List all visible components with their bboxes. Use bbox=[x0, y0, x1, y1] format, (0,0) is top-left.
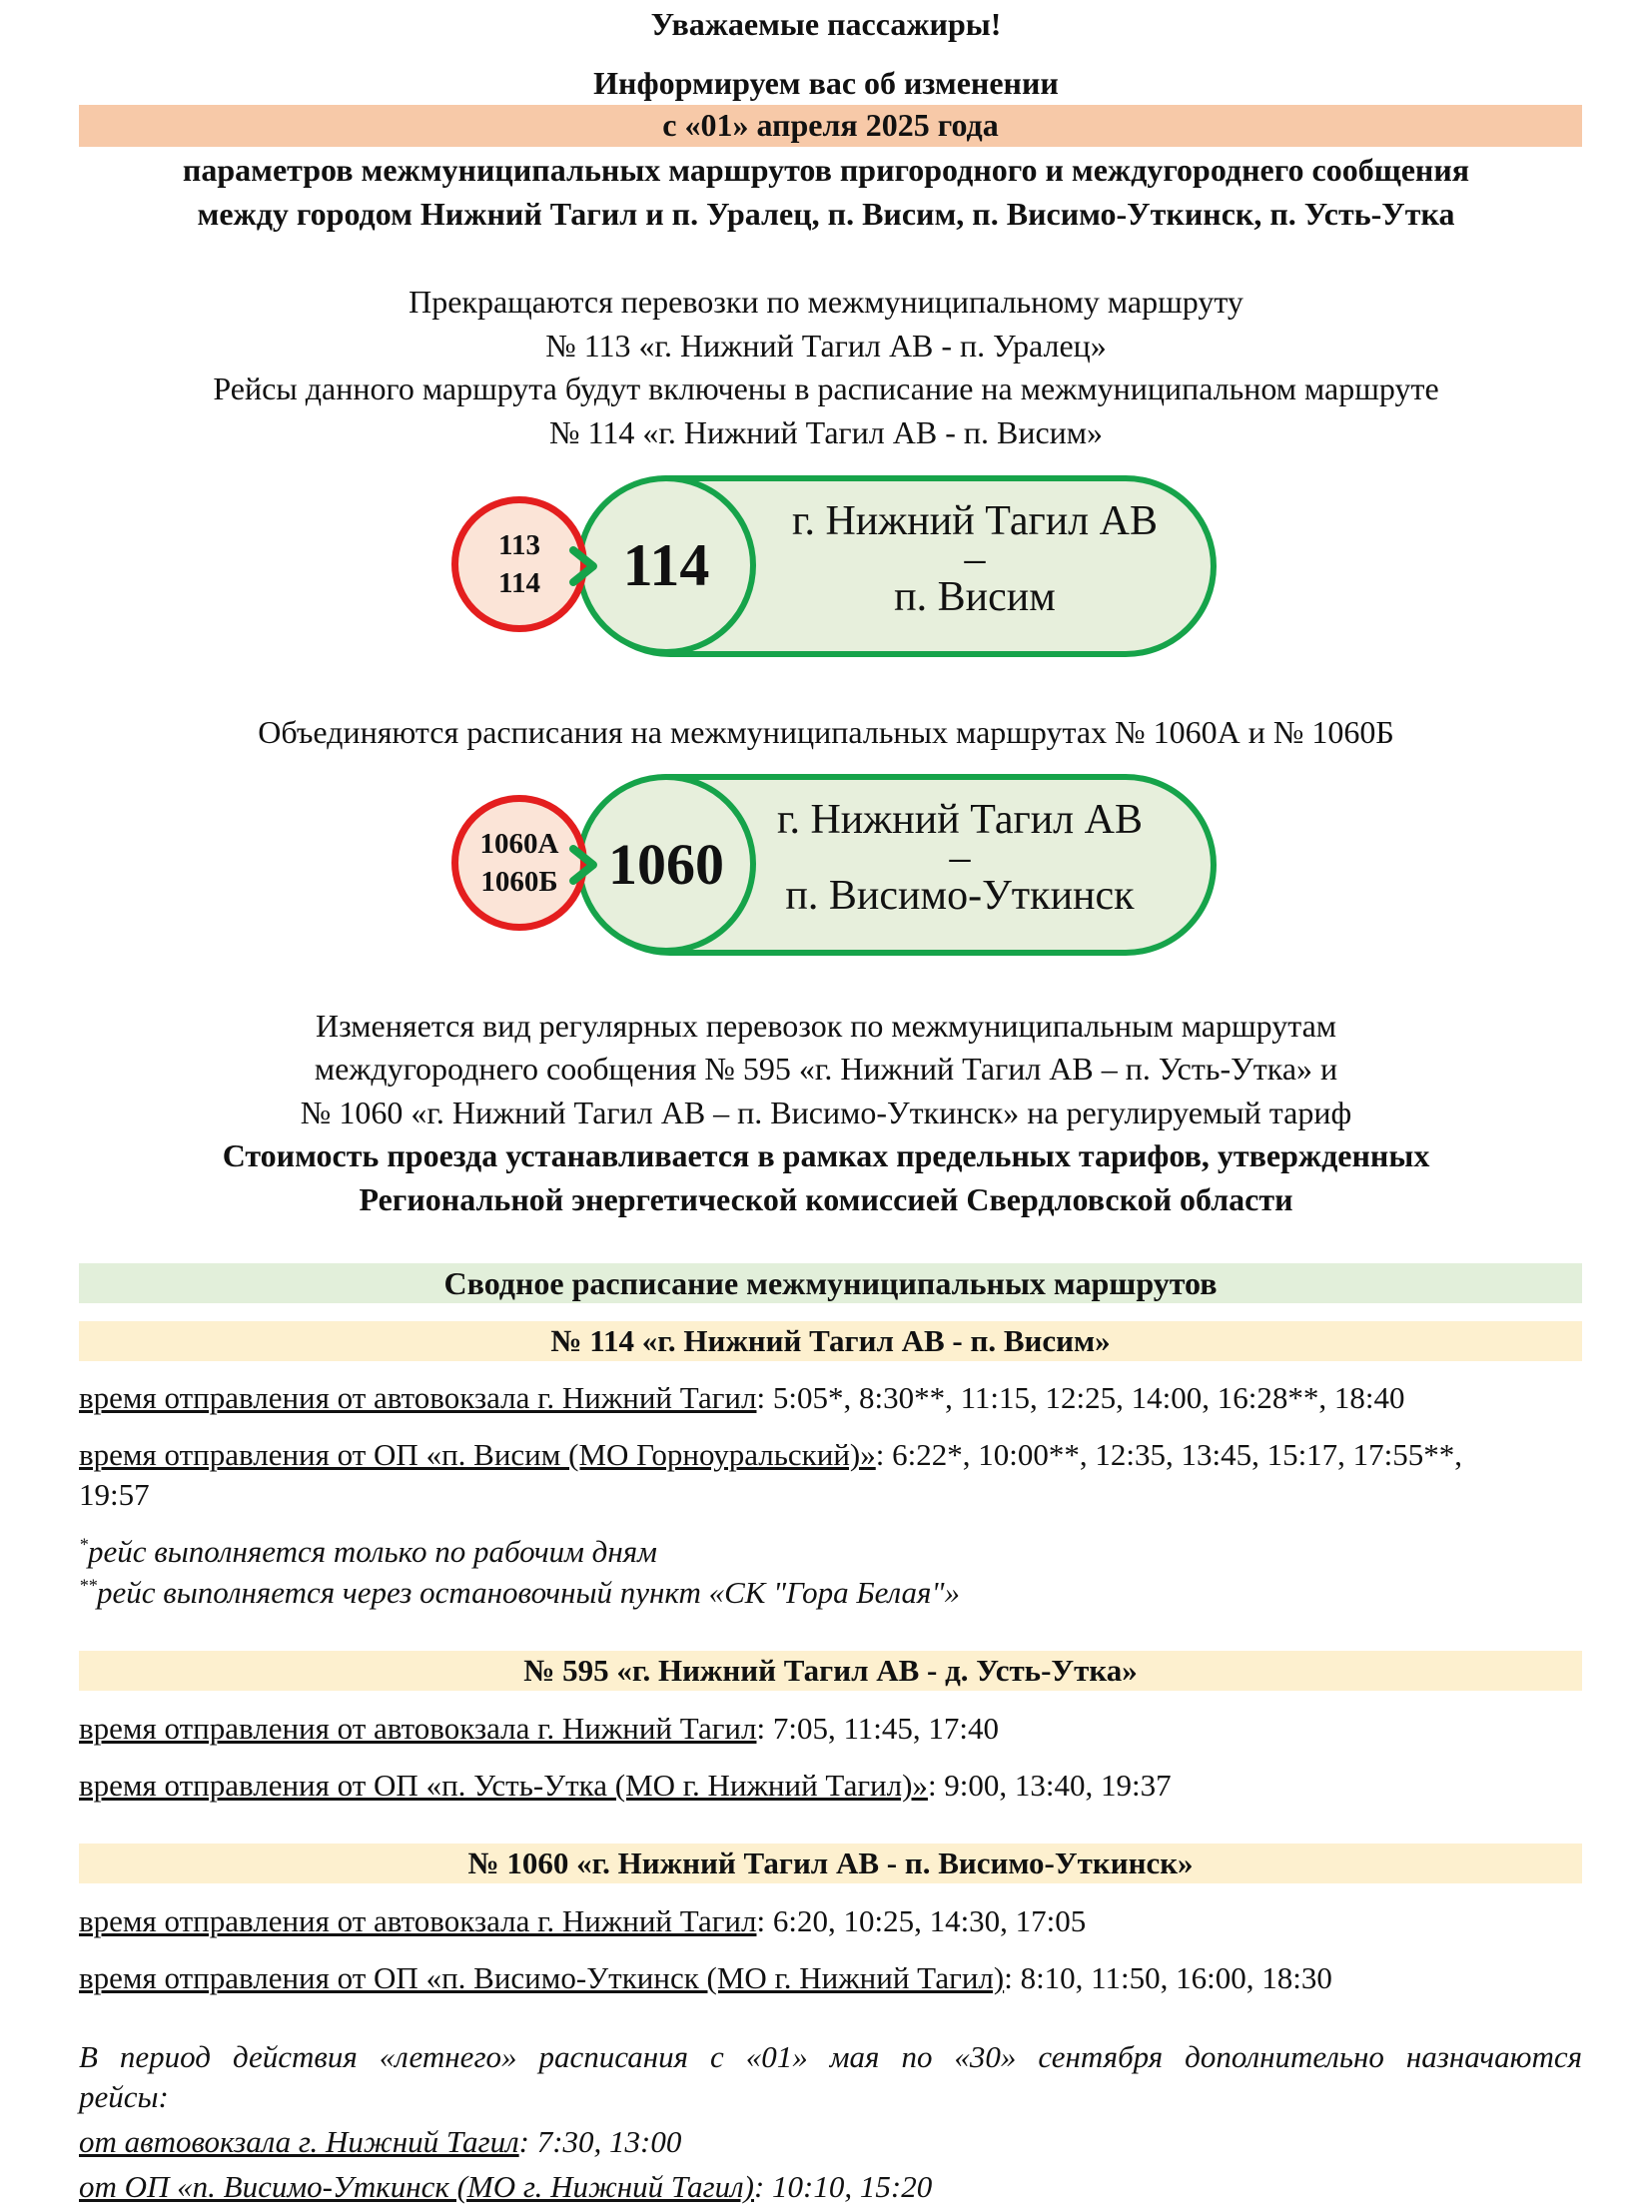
inform-line: Информируем вас об изменении bbox=[593, 65, 1059, 101]
route-1060-dash: – bbox=[949, 835, 971, 881]
route-1060-departures-from-visimo-utkinsk bbox=[79, 1958, 1582, 1998]
effective-date: с «01» апреля 2025 года bbox=[662, 107, 999, 143]
route-114-departures-from-visim bbox=[79, 1435, 1582, 1475]
route-595-title-band bbox=[79, 1651, 1582, 1691]
route-114-to: п. Висим bbox=[894, 574, 1056, 620]
new-route-114-number: 114 bbox=[622, 531, 710, 598]
departure-times: : 10:10, 15:20 bbox=[753, 2169, 933, 2204]
footnote-text: рейс выполняется через остановочный пункт «СК "Гора Белая"» bbox=[97, 1575, 960, 1610]
section1-line-1: Прекращаются перевозки по межмуниципальному маршруту bbox=[409, 284, 1243, 320]
departure-times: : 5:05*, 8:30**, 11:15, 12:25, 14:00, 16:28**, 18:40 bbox=[756, 1380, 1405, 1415]
departure-times: : 8:10, 11:50, 16:00, 18:30 bbox=[1004, 1960, 1332, 1995]
old-route-a: 1060А bbox=[479, 828, 559, 860]
footnote-text: рейс выполняется только по рабочим дням bbox=[88, 1534, 657, 1569]
departure-label: от автовокзала г. Нижний Тагил bbox=[79, 2124, 519, 2159]
tariff-note-line-1: Стоимость проезда устанавливается в рамках предельных тарифов, утвержденных bbox=[222, 1137, 1430, 1173]
section1-line-4: № 114 «г. Нижний Тагил АВ - п. Висим» bbox=[548, 414, 1104, 450]
route-1060-title-band bbox=[79, 1843, 1582, 1883]
departure-times: : 6:20, 10:25, 14:30, 17:05 bbox=[756, 1903, 1087, 1938]
tariff-note-line-2: Региональной энергетической комиссией Свердловской области bbox=[359, 1181, 1293, 1217]
departure-label: время отправления от автовокзала г. Нижний Тагил bbox=[79, 1711, 757, 1746]
route-114-departures-from-station bbox=[79, 1378, 1582, 1418]
old-route-a: 113 bbox=[498, 529, 540, 561]
departure-times: : 7:30, 13:00 bbox=[518, 2124, 682, 2159]
route-1060-title: № 1060 «г. Нижний Тагил АВ - п. Висимо-Уткинск» bbox=[467, 1845, 1194, 1880]
route-595-departures-from-ust-utka bbox=[79, 1766, 1582, 1806]
route-114-title: № 114 «г. Нижний Тагил АВ - п. Висим» bbox=[550, 1323, 1111, 1358]
date-band bbox=[79, 105, 1582, 147]
merge-arrow-icon bbox=[565, 544, 605, 588]
section1-line-3: Рейсы данного маршрута будут включены в расписание на межмуниципальном маршруте bbox=[213, 370, 1439, 406]
old-route-b: 1060Б bbox=[480, 866, 558, 898]
footnote-gora-belaya bbox=[79, 1573, 1582, 1613]
footnote-working-days bbox=[79, 1532, 1582, 1572]
greeting: Уважаемые пассажиры! bbox=[650, 6, 1002, 42]
subject-line-2: между городом Нижний Тагил и п. Уралец, п. Висим, п. Висимо-Уткинск, п. Усть-Утка bbox=[197, 196, 1455, 232]
old-route-b: 114 bbox=[498, 567, 540, 599]
route-595-departures-from-station bbox=[79, 1709, 1582, 1749]
route-114-from: г. Нижний Тагил АВ bbox=[791, 498, 1158, 544]
departure-times: : 6:22*, 10:00**, 12:35, 13:45, 15:17, 17:55**, bbox=[875, 1437, 1463, 1472]
section3-line-3: № 1060 «г. Нижний Тагил АВ – п. Висимо-Уткинск» на регулируемый тариф bbox=[300, 1095, 1352, 1130]
departure-label: время отправления от ОП «п. Висим (МО Горноуральский)» bbox=[79, 1437, 876, 1472]
summer-schedule-text-line-2: рейсы: bbox=[79, 2079, 169, 2114]
merge-arrow-icon bbox=[565, 843, 605, 887]
route-1060-from: г. Нижний Тагил АВ bbox=[776, 797, 1143, 843]
departure-label: время отправления от ОП «п. Висимо-Уткинск (МО г. Нижний Тагил) bbox=[79, 1960, 1005, 1995]
departure-label: от ОП «п. Висимо-Уткинск (МО г. Нижний Тагил) bbox=[79, 2169, 754, 2204]
route-1060-departures-from-station bbox=[79, 1901, 1582, 1941]
summer-departures-from-visimo-utkinsk bbox=[79, 2167, 1582, 2207]
section2-line-1: Объединяются расписания на межмуниципальных маршрутах № 1060А и № 1060Б bbox=[258, 714, 1394, 750]
section1-line-2: № 113 «г. Нижний Тагил АВ - п. Уралец» bbox=[545, 328, 1107, 364]
route-114-title-band bbox=[79, 1321, 1582, 1361]
section3-line-1: Изменяется вид регулярных перевозок по межмуниципальным маршрутам bbox=[315, 1008, 1337, 1044]
departure-label: время отправления от ОП «п. Усть-Утка (МО г. Нижний Тагил)» bbox=[79, 1768, 928, 1803]
route-1060-to: п. Висимо-Уткинск bbox=[785, 873, 1135, 919]
summer-departures-from-station bbox=[79, 2122, 1582, 2162]
new-route-1060-number: 1060 bbox=[608, 831, 724, 897]
section3-line-2: междугороднего сообщения № 595 «г. Нижний Тагил АВ – п. Усть-Утка» и bbox=[314, 1051, 1338, 1087]
summer-schedule-text-line-1: В период действия «летнего» расписания с «01» мая по «30» сентября дополнительно назначаются bbox=[79, 2039, 1582, 2074]
departure-times: : 7:05, 11:45, 17:40 bbox=[756, 1711, 1000, 1746]
footnote-mark: * bbox=[79, 1534, 88, 1555]
departure-label: время отправления от автовокзала г. Нижний Тагил bbox=[79, 1380, 757, 1415]
route-114-dash: – bbox=[964, 536, 986, 582]
departure-times: : 9:00, 13:40, 19:37 bbox=[927, 1768, 1172, 1803]
route-114-departures-continued: 19:57 bbox=[79, 1477, 150, 1512]
schedule-title: Сводное расписание межмуниципальных маршрутов bbox=[443, 1265, 1218, 1301]
route-595-title: № 595 «г. Нижний Тагил АВ - д. Усть-Утка» bbox=[523, 1653, 1138, 1688]
departure-label: время отправления от автовокзала г. Нижний Тагил bbox=[79, 1903, 757, 1938]
schedule-title-band bbox=[79, 1263, 1582, 1303]
subject-line-1: параметров межмуниципальных маршрутов пригородного и междугороднего сообщения bbox=[182, 152, 1470, 188]
footnote-mark: ** bbox=[79, 1575, 97, 1596]
